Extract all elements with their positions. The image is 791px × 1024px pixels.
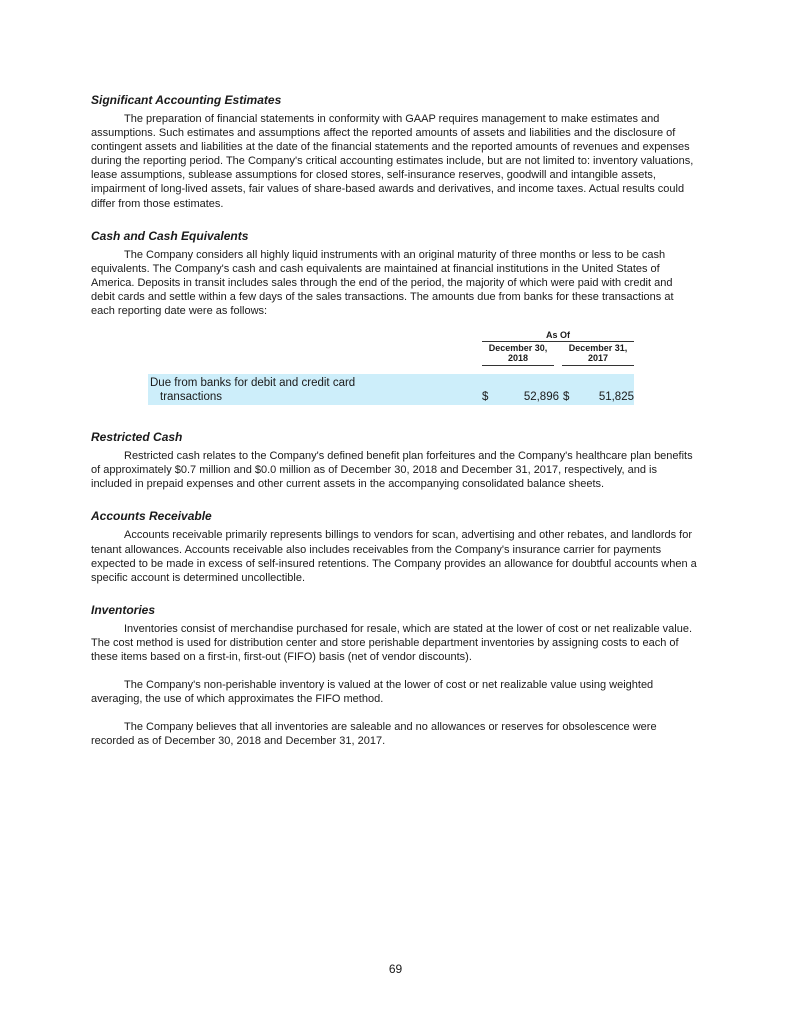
section-heading: Cash and Cash Equivalents — [91, 228, 249, 243]
column-header-line: 2018 — [507, 353, 529, 364]
section-heading: Inventories — [91, 602, 156, 617]
section-heading: Accounts Receivable — [91, 509, 212, 524]
section-body: The preparation of financial statements in conformity with GAAP requires management to make estimates and assumptions. Such estimates and assumptions affect the reported amounts of assets and liabilities and the disclosure of contingent assets and liabilities at the date of the financial statements and the reported amounts of revenues and expenses during the reporting period. The Company's critical accounting estimates include, but are not limited to: inventory valuations, lease assumptions, sublease assumptions for closed stores, self-insurance reserves, goodwill and intangible assets, impairment of long-lived assets, fair values of share-based awards and derivatives, and income taxes. Actual results could differ from those estimates. — [91, 113, 694, 210]
column-header-line: 2017 — [587, 353, 609, 364]
column-header-line: December 30, — [488, 343, 548, 354]
section-paragraph: Inventories consist of merchandise purchased for resale, which are stated at the lower of cost or net realizable value. The cost method is used for distribution center and store perishable department inventories by assigning costs to each of these items based on a first-in, first-out (FIFO) basis (net of vendor discounts). — [91, 622, 693, 663]
row-label — [150, 376, 355, 404]
section-body: The Company considers all highly liquid instruments with an original maturity of three months or less to be cash equivalents. The Company's cash and cash equivalents are maintained at financial institutions in the United States of America. Deposits in transit includes sales through the end of the period, the majority of which were paid with credit and debit cards and settle within a few days of the sales transactions. The amounts due from banks for these transactions at each reporting date were as follows: — [91, 248, 674, 318]
section-restricted-cash — [91, 430, 697, 491]
row-label-line: transactions — [160, 391, 223, 404]
document-page — [91, 93, 697, 766]
page-number: 69 — [388, 962, 403, 976]
section-cash-and-cash-equivalents — [91, 229, 697, 412]
currency-symbol: $ — [482, 391, 489, 404]
table-group-header: As Of — [482, 330, 634, 342]
due-from-banks-table — [91, 330, 697, 412]
section-body: Accounts receivable primarily represents billings to vendors for scan, advertising and other rebates, and landlords for tenant allowances. Accounts receivable also includes receivables from the Company's insurance carrier for payments expected to be made in excess of self-insured retentions. The Company provides an allowance for doubtful accounts when a specific account is determined uncollectible. — [91, 529, 697, 584]
section-significant-accounting-estimates — [91, 93, 697, 211]
value-2018: 52,896 — [523, 391, 559, 404]
section-paragraph: The Company's non-perishable inventory is valued at the lower of cost or net realizable value using weighted averaging, the use of which approximates the FIFO method. — [91, 679, 654, 706]
row-label-line: Due from banks for debit and credit card — [150, 377, 356, 390]
section-heading: Significant Accounting Estimates — [91, 93, 282, 107]
value-2017: 51,825 — [598, 391, 634, 404]
column-header-2017 — [562, 343, 634, 363]
section-heading: Restricted Cash — [91, 430, 183, 445]
section-accounts-receivable — [91, 509, 697, 584]
column-header-2018 — [482, 343, 554, 363]
currency-symbol: $ — [563, 391, 570, 404]
column-header-line: December 31, — [568, 343, 628, 354]
section-paragraph: The Company believes that all inventories are saleable and no allowances or reserves for obsolescence were recorded as of December 30, 2018 and December 31, 2017. — [91, 721, 657, 748]
section-inventories — [91, 603, 697, 749]
section-body: Restricted cash relates to the Company's defined benefit plan forfeitures and the Company's healthcare plan benefits of approximately $0.7 million and $0.0 million as of December 30, 2018 and December 31, 2017, respectively, and is included in prepaid expenses and other current assets in the accompanying consolidated balance sheets. — [91, 450, 693, 491]
table-row — [148, 374, 634, 405]
